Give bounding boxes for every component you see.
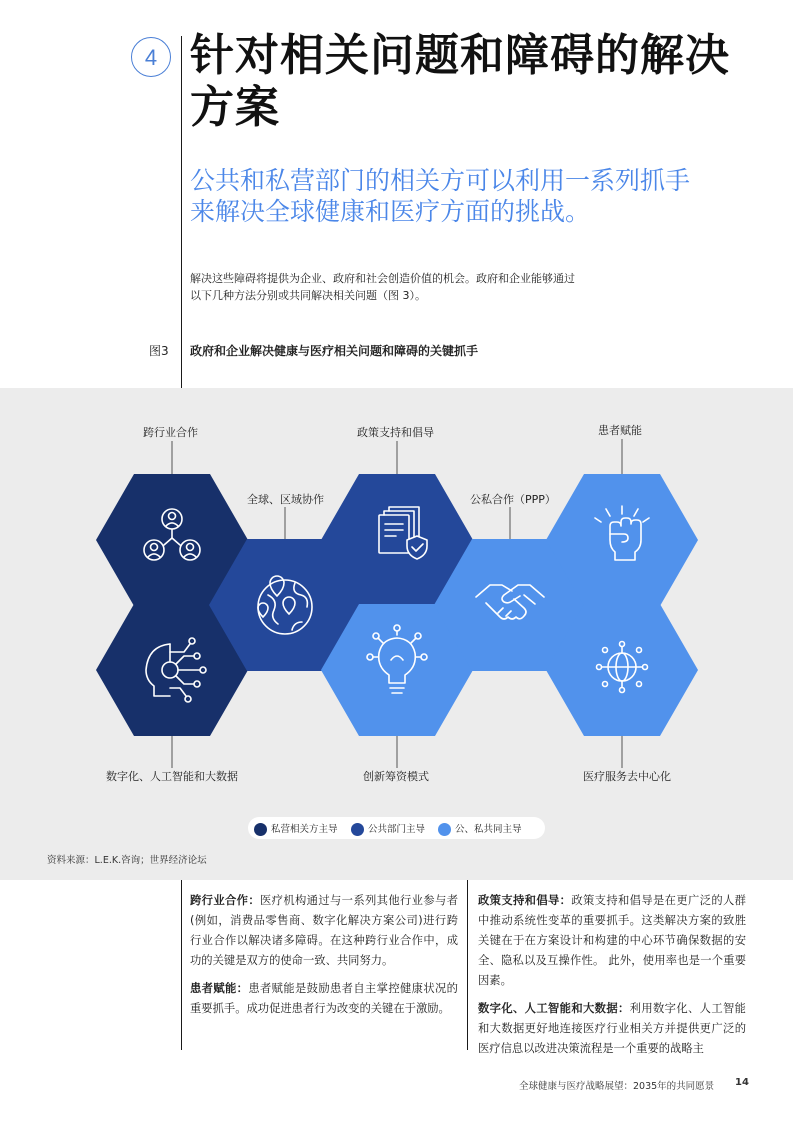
intro-line1: 解决这些障碍将提供为企业、政府和社会创造价值的机会。政府和企业能够通过 bbox=[190, 272, 575, 285]
intro-line2: 以下几种方法分别或共同解决相关问题（图 3）。 bbox=[190, 289, 426, 302]
text-cross-industry: 医疗机构通过与一系列其他行业参与者(例如，消费品零售商、数字化解决方案公司)进行跨行业合作以解决诸多障碍。在这种跨行业合作中，成功的关键是双方的使命一致、共同努力。 bbox=[190, 894, 458, 967]
term-cross-industry: 跨行业合作： bbox=[190, 894, 261, 907]
label-ppp: 公私合作（PPP） bbox=[470, 493, 556, 506]
legend-item-joint bbox=[438, 821, 522, 836]
term-digital: 数字化、人工智能和大数据： bbox=[478, 1002, 630, 1015]
text-patient: 患者赋能是鼓励患者自主掌控健康状况的重要抓手。成功促进患者行为改变的关键在于激励。 bbox=[190, 982, 458, 1015]
page-title bbox=[190, 30, 770, 134]
subtitle-line2: 来解决全球健康和医疗方面的挑战。 bbox=[190, 197, 591, 226]
section-number-badge: 4 bbox=[131, 37, 171, 77]
page-subtitle bbox=[190, 165, 760, 227]
footer-title: 全球健康与医疗战略展望：2035年的共同愿景 bbox=[519, 1081, 715, 1092]
page-title-line2: 方案 bbox=[190, 82, 280, 133]
legend-dot-joint bbox=[438, 823, 451, 836]
text-digital: 利用数字化、人工智能和大数据更好地连接医疗行业相关方并提供更广泛的医疗信息以改进决策流程是一个重要的战略主 bbox=[478, 1002, 746, 1055]
paragraph-digital bbox=[478, 999, 746, 1059]
label-cross-industry: 跨行业合作 bbox=[143, 426, 198, 439]
right-column-divider bbox=[467, 880, 468, 1050]
left-column-divider bbox=[181, 880, 182, 1050]
body-right-column bbox=[478, 891, 746, 1067]
legend-text-joint: 公、私共同主导 bbox=[455, 824, 522, 835]
figure-source: 资料来源：L.E.K.咨询；世界经济论坛 bbox=[47, 855, 207, 866]
legend-item-private bbox=[254, 821, 338, 836]
legend bbox=[248, 817, 545, 839]
term-patient: 患者赋能： bbox=[190, 982, 249, 995]
label-financing: 创新筹资模式 bbox=[363, 770, 429, 783]
legend-text-public: 公共部门主导 bbox=[368, 824, 426, 835]
intro-paragraph bbox=[190, 270, 620, 304]
subtitle-line1: 公共和私营部门的相关方可以利用一系列抓手 bbox=[190, 166, 691, 195]
paragraph-policy bbox=[478, 891, 746, 991]
page-title-line1: 针对相关问题和障碍的解决 bbox=[190, 30, 730, 81]
legend-item-public bbox=[351, 821, 425, 836]
figure-title: 政府和企业解决健康与医疗相关问题和障碍的关键抓手 bbox=[190, 344, 479, 358]
legend-dot-private bbox=[254, 823, 267, 836]
label-patient: 患者赋能 bbox=[598, 424, 642, 437]
paragraph-patient bbox=[190, 979, 458, 1019]
text-policy: 政策支持和倡导是在更广泛的人群中推动系统性变革的重要抓手。这类解决方案的致胜关键在于在方案设计和构建的中心环节确保数据的安全、隐私以及互操作性。 此外，使用率也是一个重要因素。 bbox=[478, 894, 746, 987]
paragraph-cross-industry bbox=[190, 891, 458, 971]
legend-dot-public bbox=[351, 823, 364, 836]
label-policy: 政策支持和倡导 bbox=[357, 426, 434, 439]
label-global-regional: 全球、区域协作 bbox=[247, 493, 324, 506]
label-decentral: 医疗服务去中心化 bbox=[583, 770, 671, 783]
hexagon-diagram bbox=[0, 388, 793, 880]
figure-label: 图3 bbox=[149, 344, 169, 358]
header-divider bbox=[181, 36, 182, 388]
legend-text-private: 私营相关方主导 bbox=[271, 824, 338, 835]
body-left-column bbox=[190, 891, 458, 1027]
label-digital: 数字化、人工智能和大数据 bbox=[106, 770, 238, 783]
term-policy: 政策支持和倡导： bbox=[478, 894, 572, 907]
page-number: 14 bbox=[735, 1077, 749, 1088]
